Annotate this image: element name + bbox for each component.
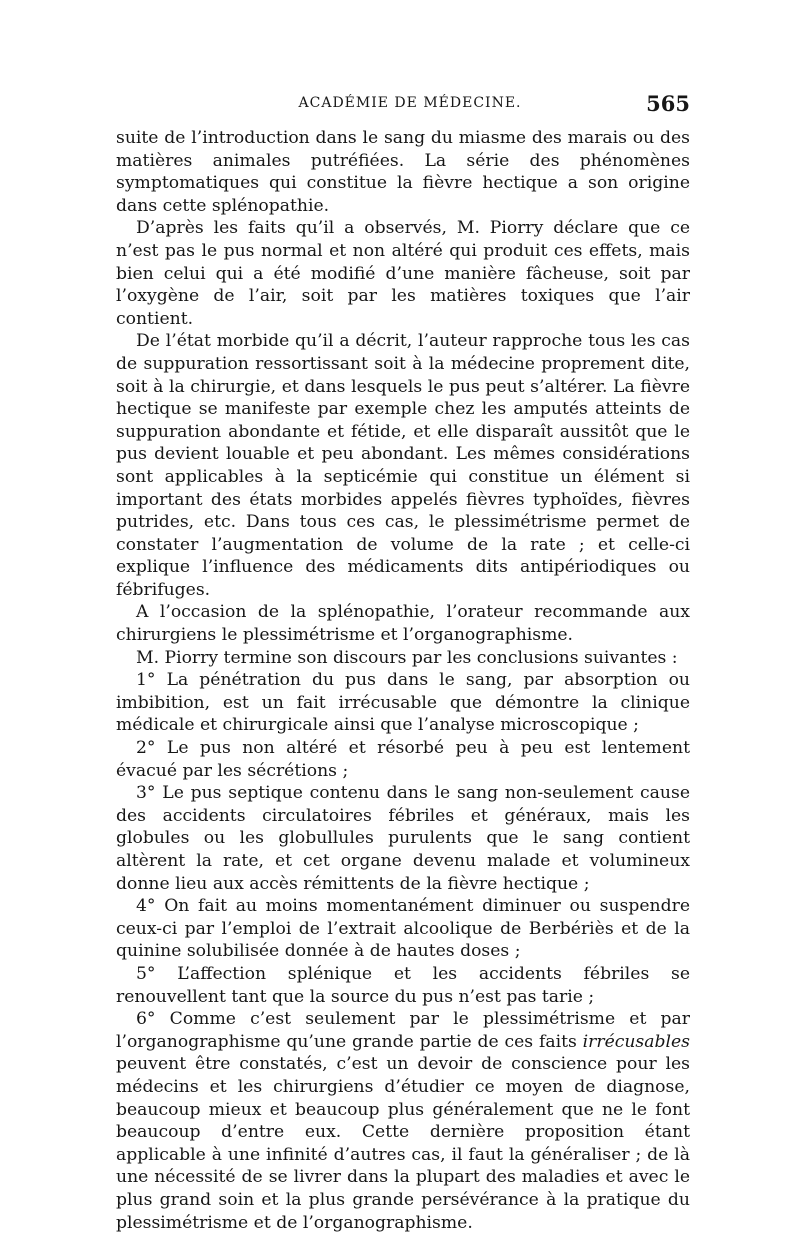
paragraph-continuation: suite de l’introduction dans le sang du miasme des marais ou des matières animales putréfiées. La série des phénomènes symptomatiques qui constitue la fièvre hectique a son origine dans cette splénopathie. [116, 128, 690, 216]
conclusion-item: 3° Le pus septique contenu dans le sang non-seulement cause des accidents circulatoires fébriles et généraux, mais les globules ou les globullules purulents que le sang contient altèrent la rate, et cet organe devenu malade et volumineux donne lieu aux accès rémittents de la fièvre hectique ; [116, 783, 690, 894]
emphasized-word: irrécusables [582, 1031, 690, 1052]
conclusion-text: 6° Comme c’est seulement par le plessimétrisme et par l’organographisme qu’une grande partie de ces faits [116, 1009, 690, 1052]
conclusion-item [116, 1008, 690, 1234]
page-number: 565 [646, 91, 690, 116]
paragraph: M. Piorry termine son discours par les conclusions suivantes : [136, 647, 678, 668]
paragraph: A l’occasion de la splénopathie, l’orateur recommande aux chirurgiens le plessimétrisme et l’organographisme. [116, 602, 690, 646]
running-head [116, 91, 690, 121]
conclusion-item: 4° On fait au moins momentanément diminuer ou suspendre ceux-ci par l’emploi de l’extrait alcoolique de Berbériès et de la quinine solubilisée donnée à de hautes doses ; [116, 896, 690, 962]
paragraph: D’après les faits qu’il a observés, M. Piorry déclare que ce n’est pas le pus normal et non altéré qui produit ces effets, mais bien celui qui a été modifié d’une manière fâcheuse, soit par l’oxygène de l’air, soit par les matières toxiques que l’air contient. [116, 218, 690, 329]
conclusion-text: peuvent être constatés, c’est un devoir de conscience pour les médecins et les chirurgiens d’étudier ce moyen de diagnose, beaucoup mieux et beaucoup plus généralement que ne le font beaucoup d’entre eux. Cette dernière proposition étant applicable à une infinité d’autres cas, il faut la généraliser ; de là une nécessité de se livrer dans la plupart des maladies et avec le plus grand soin et la plus grande persévérance à la pratique du plessimétrisme et de l’organographisme. [116, 1054, 690, 1233]
body-text [116, 127, 690, 1234]
paragraph: De l’état morbide qu’il a décrit, l’auteur rapproche tous les cas de suppuration ressortissant soit à la médecine proprement dite, soit à la chirurgie, et dans lesquels le pus peut s’altérer. La fièvre hectique se manifeste par exemple chez les amputés atteints de suppuration abondante et fétide, et elle disparaît aussitôt que le pus devient louable et peu abondant. Les mêmes considérations sont applicables à la septicémie qui constitue un élément si important des états morbides appelés fièvres typhoïdes, fièvres putrides, etc. Dans tous ces cas, le plessimétrisme permet de constater l’augmentation de volume de la rate ; et celle-ci explique l’influence des médicaments dits antipériodiques ou fébrifuges. [116, 331, 690, 600]
running-head-title: ACADÉMIE DE MÉDECINE. [298, 95, 522, 111]
conclusion-item: 5° L’affection splénique et les accidents fébriles se renouvellent tant que la source du pus n’est pas tarie ; [116, 963, 690, 1007]
conclusion-item: 1° La pénétration du pus dans le sang, par absorption ou imbibition, est un fait irrécusable que démontre la clinique médicale et chirurgicale ainsi que l’analyse microscopique ; [116, 670, 690, 736]
conclusion-item: 2° Le pus non altéré et résorbé peu à peu est lentement évacué par les sécrétions ; [116, 738, 690, 781]
